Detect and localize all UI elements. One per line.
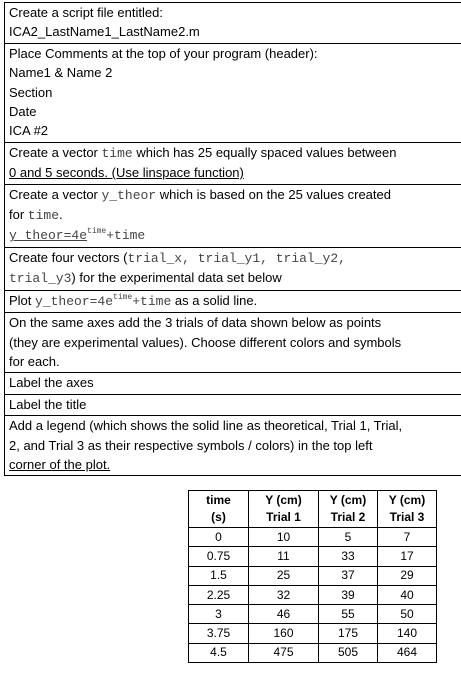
instruction-line: 0 and 5 seconds. (Use linspace function) — [9, 165, 244, 181]
text-fragment: ) for the experimental data set below — [71, 270, 282, 286]
header-bottom: Trial 1 — [266, 510, 301, 524]
text-fragment: which is based on the 25 values created — [156, 186, 391, 202]
text-fragment: for — [9, 207, 28, 223]
equation-exponent: time — [87, 227, 107, 237]
header-item-section: Section — [9, 84, 53, 100]
text-fragment: Create a vector — [9, 186, 102, 202]
instruction-line: for each. — [9, 353, 60, 369]
equation-part: y_theor=4e — [35, 293, 114, 309]
table-cell: 46 — [249, 605, 319, 624]
instruction-line: Label the axes — [9, 375, 94, 391]
table-cell: 175 — [319, 624, 378, 643]
table-cell: 475 — [249, 643, 319, 662]
instruction-ytheor-vector — [5, 185, 461, 248]
table-cell: 2.25 — [189, 585, 249, 604]
table-cell: 0.75 — [189, 547, 249, 566]
code-time: time — [101, 145, 133, 161]
instruction-line: corner of the plot. — [9, 456, 111, 472]
header-item-names: Name1 & Name 2 — [9, 65, 113, 81]
code-trial-vectors: trial_x, trial_y1, trial_y2, — [127, 250, 346, 266]
table-cell: 29 — [378, 566, 437, 585]
table-cell: 160 — [249, 624, 319, 643]
column-header-time — [189, 491, 249, 528]
text-fragment: Create four vectors ( — [9, 249, 128, 265]
instruction-line: Label the title — [9, 396, 87, 412]
table-cell: 32 — [249, 585, 319, 604]
instruction-text: Place Comments at the top of your program (header): — [9, 45, 318, 61]
equation — [9, 225, 457, 245]
instruction-text: Create a script file entitled: — [9, 5, 163, 20]
table-cell: 464 — [378, 643, 437, 662]
table-row — [189, 528, 437, 547]
instruction-add-trials — [5, 313, 461, 373]
header-top: Y (cm) — [388, 493, 426, 507]
instruction-trial-vectors — [5, 248, 461, 291]
instruction-plot — [5, 291, 461, 313]
table-cell: 10 — [249, 528, 319, 547]
table-cell: 37 — [319, 566, 378, 585]
table-cell: 1.5 — [189, 566, 249, 585]
code-ytheor: y_theor — [101, 187, 157, 203]
table-cell: 4.5 — [189, 643, 249, 662]
table-row — [189, 605, 437, 624]
instruction-legend — [5, 416, 461, 476]
instruction-line — [9, 268, 457, 288]
instruction-line — [9, 248, 457, 268]
text-fragment: . — [59, 207, 63, 223]
instruction-line: Add a legend (which shows the solid line as theoretical, Trial 1, Trial, — [9, 418, 403, 434]
code-trial-y3: trial_y3 — [9, 271, 72, 287]
table-row — [189, 566, 437, 585]
table-cell: 7 — [378, 528, 437, 547]
table-row — [189, 624, 437, 643]
column-header-trial-1 — [249, 491, 319, 528]
header-top: time — [206, 493, 231, 507]
table-cell: 55 — [319, 605, 378, 624]
table-cell: 0 — [189, 528, 249, 547]
header-bottom: (s) — [211, 510, 226, 524]
header-top: Y (cm) — [265, 493, 302, 507]
table-cell: 50 — [378, 605, 437, 624]
table-header-row — [189, 491, 437, 528]
header-item-date: Date — [9, 104, 37, 120]
table-cell: 40 — [378, 585, 437, 604]
table-cell: 140 — [378, 624, 437, 643]
column-header-trial-3 — [378, 491, 437, 528]
code-time: time — [27, 208, 60, 224]
table-row — [189, 585, 437, 604]
header-bottom: Trial 3 — [389, 510, 425, 524]
script-filename: ICA2_LastName1_LastName2.m — [9, 24, 200, 40]
instruction-label-axes — [5, 373, 461, 394]
table-row — [189, 643, 437, 662]
experimental-data-table — [188, 490, 437, 663]
instruction-header-comments — [5, 44, 461, 143]
instruction-create-script — [5, 3, 461, 44]
column-header-trial-2 — [319, 491, 378, 528]
equation-part: +time — [132, 293, 172, 309]
text-fragment: Create a vector — [9, 144, 102, 160]
equation-part: +time — [106, 228, 146, 244]
table-cell: 5 — [319, 528, 378, 547]
table-cell: 11 — [249, 547, 319, 566]
instruction-line: (they are experimental values). Choose different colors and symbols — [9, 334, 402, 350]
table-cell: 39 — [319, 585, 378, 604]
instruction-line — [9, 205, 457, 225]
table-cell: 3.75 — [189, 624, 249, 643]
instruction-label-title — [5, 395, 461, 416]
instruction-line — [9, 291, 457, 311]
instruction-line: 2, and Trial 3 as their respective symbols / colors) in the top left — [9, 437, 373, 453]
table-cell: 33 — [319, 547, 378, 566]
table-cell: 505 — [319, 643, 378, 662]
equation-part: y_theor=4e — [9, 228, 88, 244]
instruction-sheet — [4, 2, 461, 476]
instruction-time-vector — [5, 143, 461, 185]
table-cell: 25 — [249, 566, 319, 585]
header-top: Y (cm) — [329, 493, 367, 507]
table-cell: 3 — [189, 605, 249, 624]
equation-exponent: time — [113, 292, 133, 302]
text-fragment: which has 25 equally spaced values between — [132, 144, 397, 160]
header-bottom: Trial 2 — [330, 510, 366, 524]
header-item-ica: ICA #2 — [9, 123, 49, 139]
table-row — [189, 547, 437, 566]
instruction-line — [9, 143, 457, 163]
instruction-line: On the same axes add the 3 trials of data shown below as points — [9, 315, 382, 331]
table-cell: 17 — [378, 547, 437, 566]
text-fragment: as a solid line. — [171, 292, 258, 308]
text-fragment: Plot — [9, 292, 36, 308]
instruction-line — [9, 185, 457, 205]
